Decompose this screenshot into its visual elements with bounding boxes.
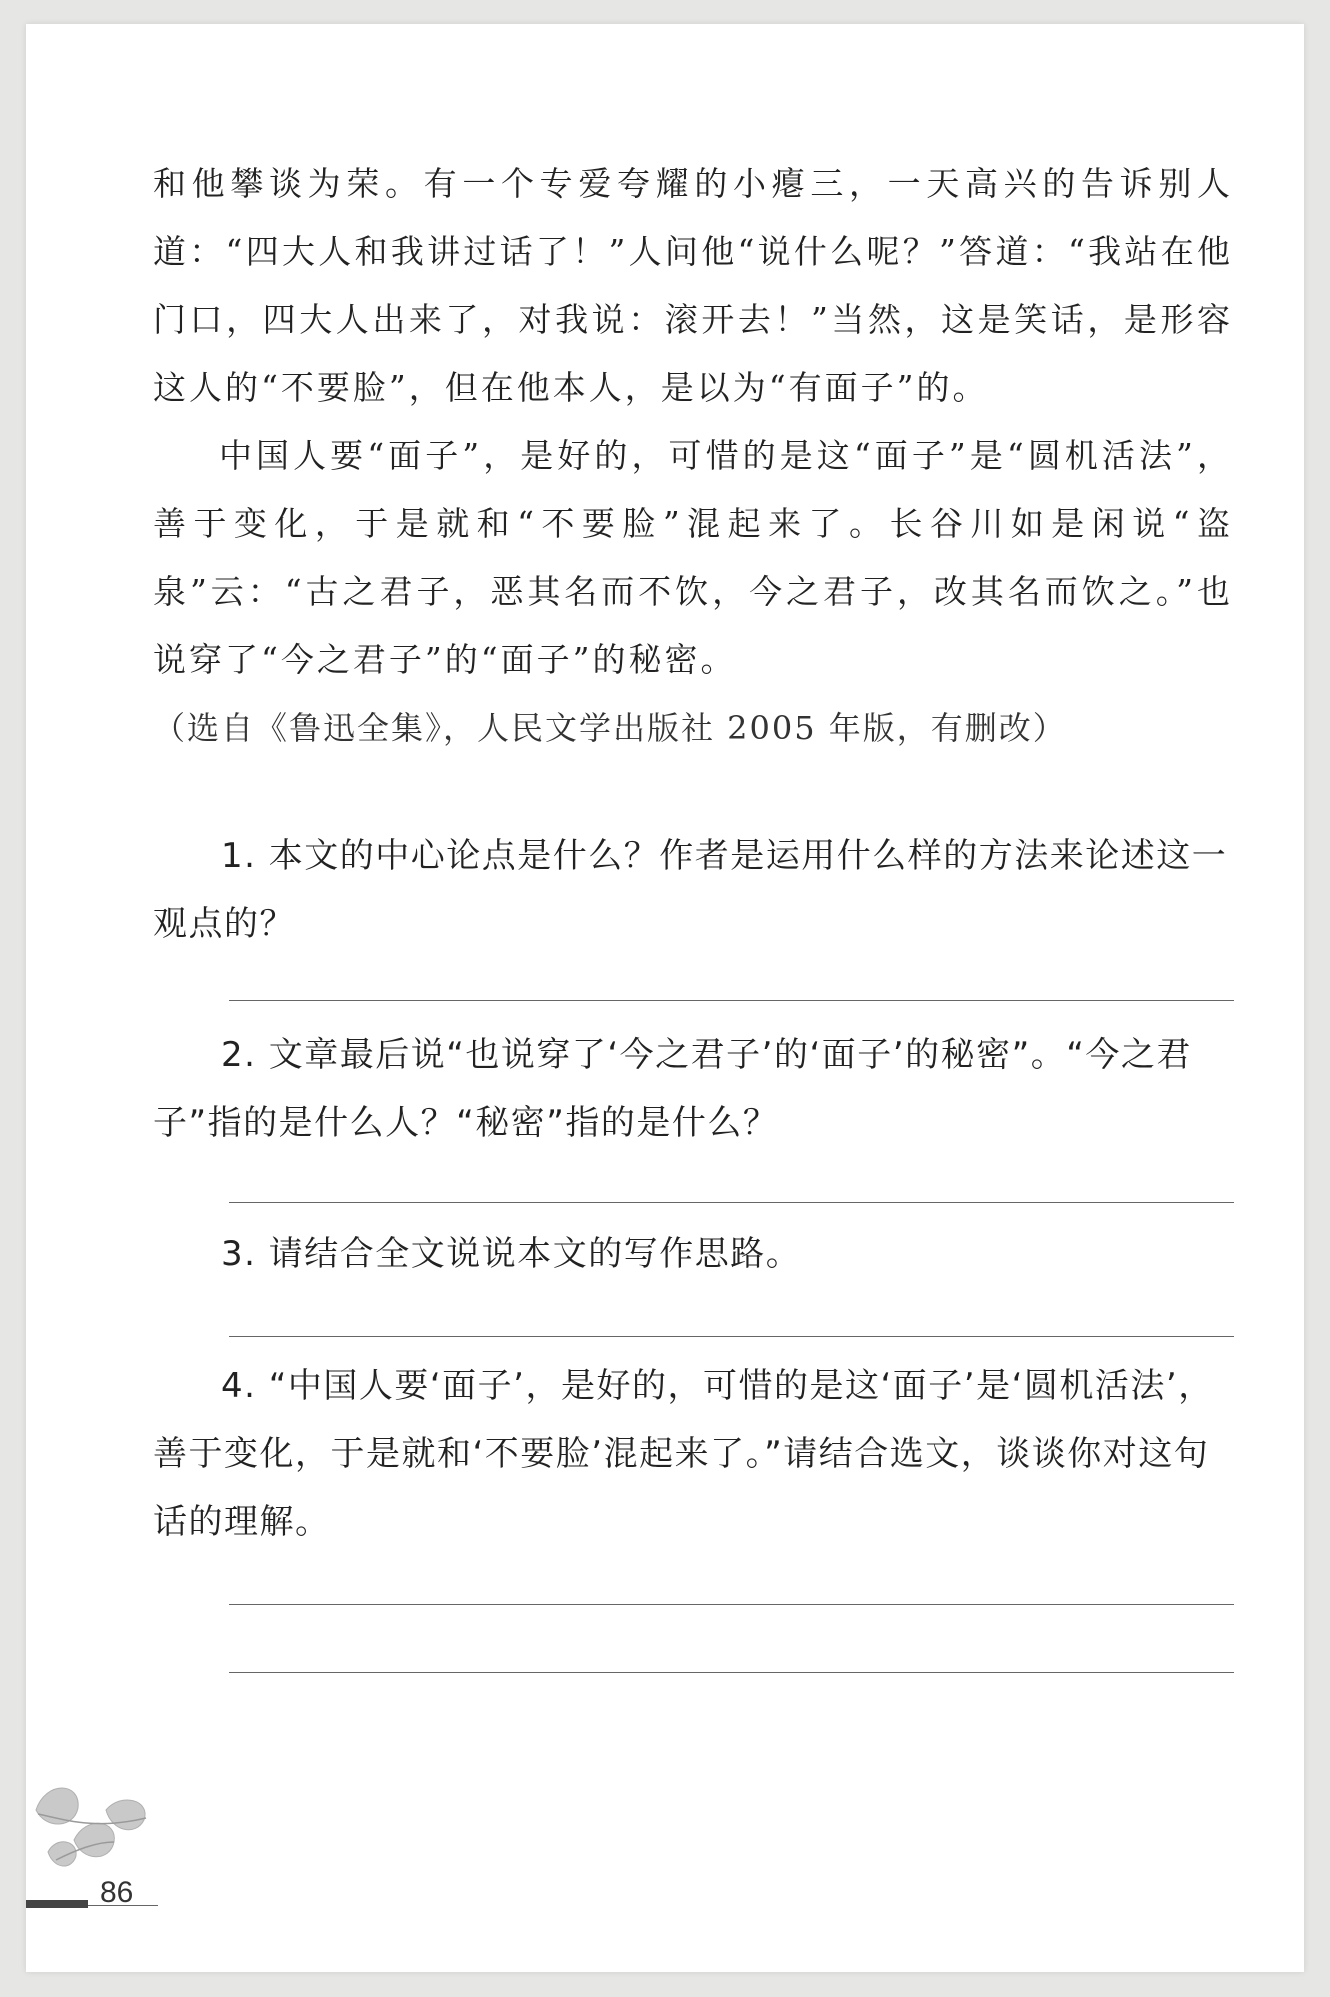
passage-source: （选自《鲁迅全集》，人民文学出版社 2005 年版，有删改） (153, 709, 1067, 747)
answer-line-2[interactable] (229, 1202, 1234, 1203)
question-4 (153, 1352, 1233, 1556)
leaf-decoration-icon (26, 1770, 166, 1890)
page-number: 86 (100, 1876, 134, 1909)
question-3 (153, 1220, 1233, 1288)
footer-bar (26, 1900, 88, 1908)
passage (153, 150, 1233, 762)
question-4-text: 4. “中国人要‘面子’，是好的，可惜的是这‘面子’是‘圆机活法’，善于变化，于是就和‘不要脸’混起来了。”请结合选文，谈谈你对这句话的理解。 (153, 1366, 1214, 1542)
question-1 (153, 822, 1233, 958)
question-2-text: 2. 文章最后说“也说穿了‘今之君子’的‘面子’的秘密”。“今之君子”指的是什么人？“秘密”指的是什么？ (153, 1035, 1192, 1143)
answer-line-3[interactable] (229, 1336, 1234, 1337)
answer-line-4a[interactable] (229, 1604, 1234, 1605)
question-2 (153, 1021, 1233, 1157)
question-1-text: 1. 本文的中心论点是什么？作者是运用什么样的方法来论述这一观点的？ (153, 836, 1228, 944)
answer-line-4b[interactable] (229, 1672, 1234, 1673)
passage-paragraph-1: 和他攀谈为荣。有一个专爱夸耀的小瘪三，一天高兴的告诉别人道：“四大人和我讲过话了！”人问他“说什么呢？”答道：“我站在他门口，四大人出来了，对我说：滚开去！”当然，这是笑话，是形容这人的“不要脸”，但在他本人，是以为“有面子”的。 (153, 164, 1233, 407)
passage-paragraph-2: 中国人要“面子”，是好的，可惜的是这“面子”是“圆机活法”，善于变化，于是就和“不要脸”混起来了。长谷川如是闲说“盗泉”云：“古之君子，恶其名而不饮，今之君子，改其名而饮之。”也说穿了“今之君子”的“面子”的秘密。 (153, 436, 1233, 679)
answer-line-1[interactable] (229, 1000, 1234, 1001)
question-3-text: 3. 请结合全文说说本文的写作思路。 (221, 1234, 802, 1274)
